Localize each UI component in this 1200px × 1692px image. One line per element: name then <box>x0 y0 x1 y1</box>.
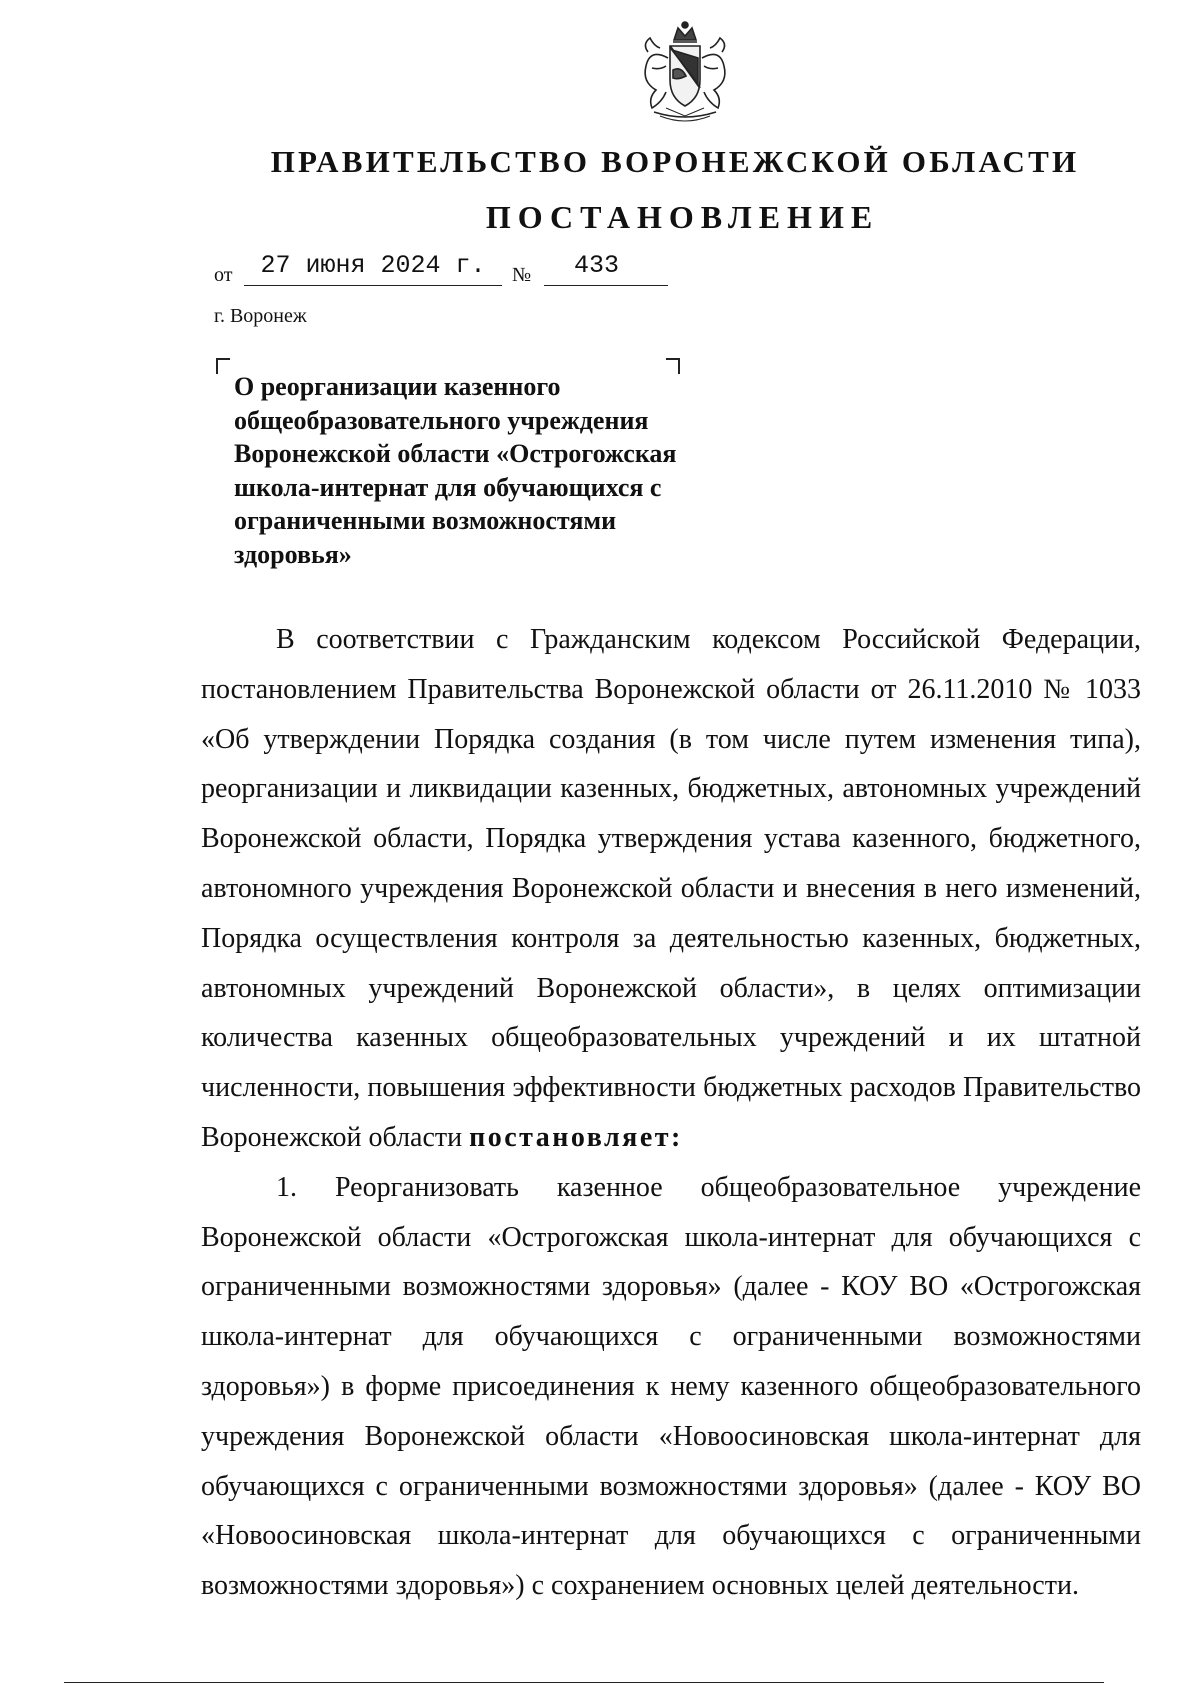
document-date: 27 июня 2024 г. <box>244 250 502 286</box>
heading-line: ограниченными возможностями <box>234 506 617 535</box>
item-1-text: Реорганизовать казенное общеобразовательное учреждение Воронежской области «Острогожская школа-интернат для обучающихся с ограниченными возможностями здоровья» (далее - КОУ ВО «Острогожская школа-интернат для обучающихся с ограниченными возможностями здоровья») в форме присоединения к нему казенного общеобразовательного учреждения Воронежской области «Новоосиновская школа-интернат для обучающихся с ограниченными возможностями здоровья» (далее - КОУ ВО «Новоосиновская школа-интернат для обучающихся с ограниченными возможностями здоровья») с сохранением основных целей деятельности. <box>201 1171 1141 1602</box>
preamble-text: В соответствии с Гражданским кодексом Российской Федерации, постановлением Правительства Воронежской области от 26.11.2010 № 1033 «Об утверждении Порядка создания (в том числе путем изменения типа), реорганизации и ликвидации казенных, бюджетных, автономных учреждений Воронежской области, Порядка утверждения устава казенного, бюджетного, автономного учреждения Воронежской области и внесения в него изменений, Порядка осуществления контроля за деятельностью казенных, бюджетных, автономных учреждений Воронежской области», в целях оптимизации количества казенных общеобразовательных учреждений и их штатной численности, повышения эффективности бюджетных расходов Правительство Воронежской области <box>201 624 1141 1153</box>
item-1-number: 1. <box>276 1171 297 1203</box>
heading-line: общеобразовательного учреждения <box>234 405 649 435</box>
document-body <box>201 615 1141 1611</box>
date-label: от <box>214 264 233 286</box>
heading-line: школа-интернат для обучающихся с <box>234 472 662 502</box>
document-type: ПОСТАНОВЛЕНИЕ <box>485 199 880 235</box>
resolves-keyword: постановляет: <box>469 1121 683 1153</box>
number-label: № <box>512 264 532 286</box>
heading-line: О реорганизации казенного <box>234 372 561 401</box>
city: г. Воронеж <box>214 305 307 327</box>
heading-line: здоровья» <box>234 539 352 569</box>
document-heading <box>234 370 754 571</box>
title-corner-left <box>216 358 230 374</box>
government-title: ПРАВИТЕЛЬСТВО ВОРОНЕЖСКОЙ ОБЛАСТИ <box>270 144 1080 179</box>
document-number: 433 <box>544 250 668 286</box>
preamble-paragraph <box>201 615 1141 1163</box>
item-1-paragraph <box>201 1163 1141 1611</box>
heading-line: Воронежской области «Острогожская <box>234 439 677 468</box>
coat-of-arms-emblem <box>626 18 744 126</box>
page-bottom-rule <box>64 1682 1104 1683</box>
